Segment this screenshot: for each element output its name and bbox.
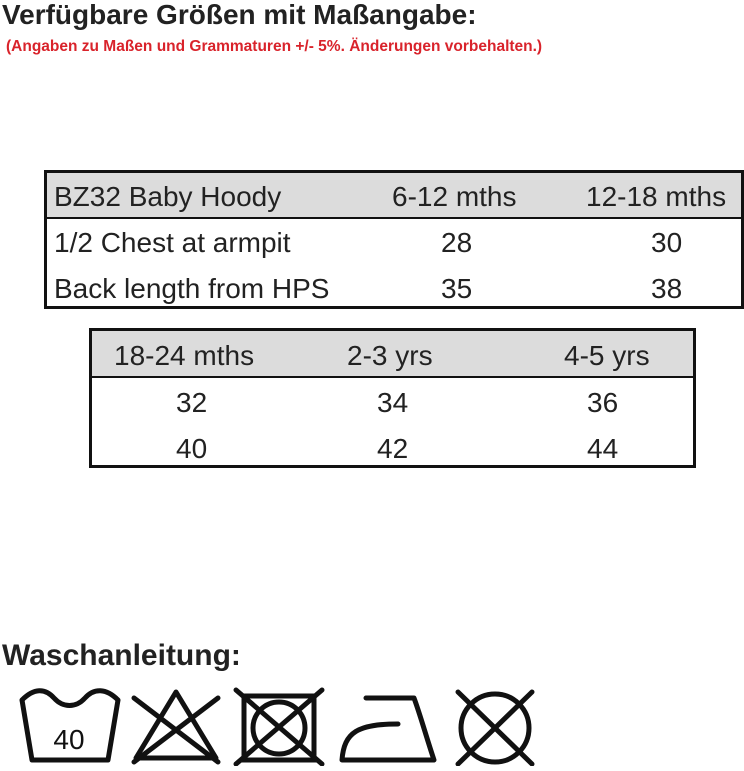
size-table-1 — [44, 170, 744, 309]
size-table-2 — [89, 328, 696, 468]
table-cell: 36 — [587, 387, 619, 418]
table-cell: 32 — [176, 387, 208, 418]
row-label-back-length: Back length from HPS — [54, 273, 330, 304]
table-cell: 42 — [377, 433, 409, 464]
header-size-6-12: 6-12 mths — [392, 181, 517, 212]
table-cell: 44 — [587, 433, 619, 464]
header-size-12-18: 12-18 mths — [586, 181, 727, 212]
care-instructions-title: Waschanleitung: — [2, 639, 241, 672]
page-title: Verfügbare Größen mit Maßangabe: — [2, 0, 477, 30]
table-cell: 34 — [377, 387, 409, 418]
table-cell: 35 — [441, 273, 473, 304]
row-label-chest: 1/2 Chest at armpit — [54, 227, 291, 258]
table-cell: 40 — [176, 433, 208, 464]
header-size-4-5: 4-5 yrs — [564, 340, 650, 371]
table-cell: 30 — [651, 227, 683, 258]
care-symbols — [0, 684, 744, 771]
iron-icon — [336, 684, 438, 766]
wash-40-icon — [18, 684, 122, 766]
no-tumble-dry-icon — [232, 684, 326, 766]
header-product: BZ32 Baby Hoody — [54, 181, 282, 212]
header-size-18-24: 18-24 mths — [114, 340, 255, 371]
table-cell: 28 — [441, 227, 473, 258]
svg-text:40: 40 — [53, 724, 85, 755]
disclaimer-note: (Angaben zu Maßen und Grammaturen +/- 5%. Änderungen vorbehalten.) — [6, 38, 543, 55]
no-dry-clean-icon — [446, 684, 544, 766]
no-bleach-icon — [128, 684, 224, 766]
header-size-2-3: 2-3 yrs — [347, 340, 433, 371]
table-cell: 38 — [651, 273, 683, 304]
